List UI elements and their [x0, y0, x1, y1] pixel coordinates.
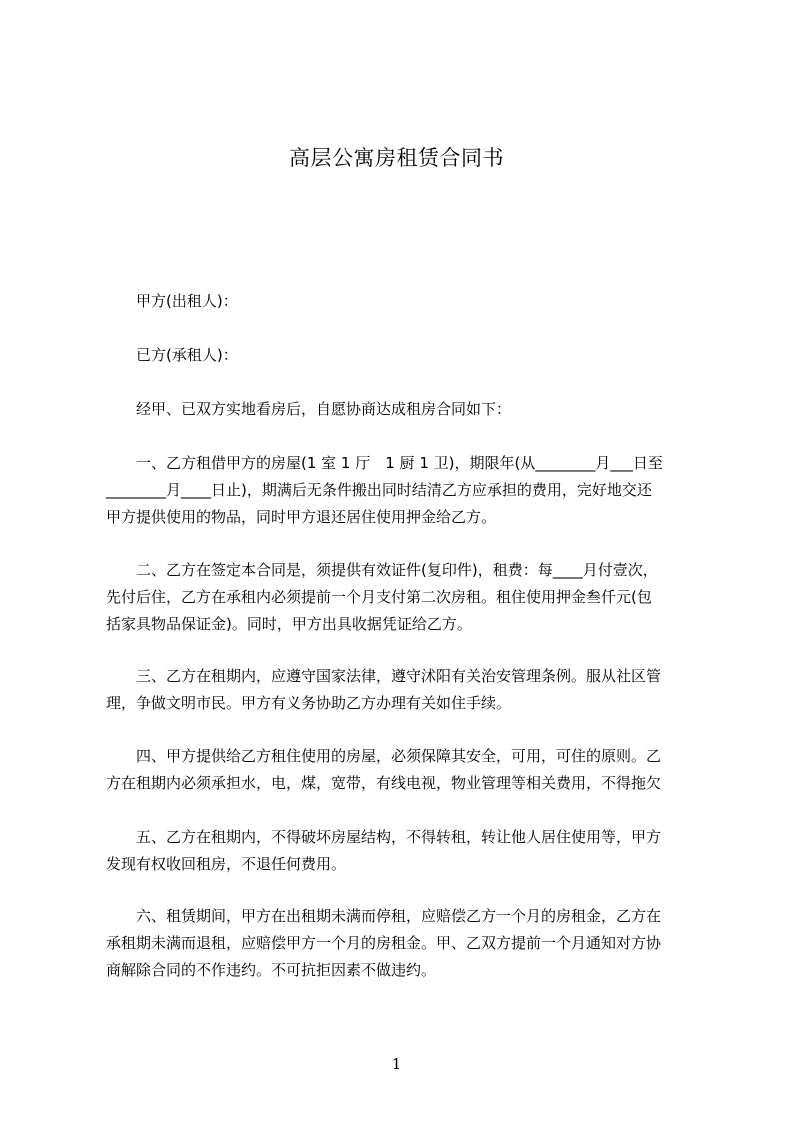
- intro-line: 经甲、已双方实地看房后，自愿协商达成租房合同如下：: [136, 400, 512, 418]
- clause-3-line-1: 三、乙方在租期内，应遵守国家法律，遵守沭阳有关治安管理条例。服从社区管: [136, 667, 662, 685]
- clause-6-line-2: 承租期未满而退租，应赔偿甲方一个月的房租金。甲、乙双方提前一个月通知对方协: [106, 934, 662, 952]
- clause-2-line-3: 括家具物品保证金)。同时，甲方出具收据凭证给乙方。: [106, 615, 472, 633]
- party-b-line: 已方(承租人)：: [136, 346, 238, 364]
- clause-1-line-2: ________月____日止)，期满后无条件搬出同时结清乙方应承担的费用，完好地交还: [106, 481, 652, 499]
- clause-1-line-3: 甲方提供使用的物品，同时甲方退还居住使用押金给乙方。: [106, 508, 497, 526]
- clause-5-line-2: 发现有权收回租房，不退任何费用。: [106, 855, 347, 873]
- clause-2-line-1: 二、乙方在签定本合同是，须提供有效证件(复印件)，租费：每____月付壹次，: [136, 561, 658, 579]
- clause-6-line-1: 六、租赁期间，甲方在出租期未满而停租，应赔偿乙方一个月的房租金，乙方在: [136, 907, 662, 925]
- clause-2-line-2: 先付后住，乙方在承租内必须提前一个月支付第二次房租。租住使用押金叁仟元(包: [106, 588, 652, 606]
- clause-4-line-1: 四、甲方提供给乙方租住使用的房屋，必须保障其安全，可用，可住的原则。乙: [136, 747, 662, 765]
- clause-1-line-1: 一、乙方租借甲方的房屋(1 室 1 厅 1 厨 1 卫)，期限年(从________月___日至: [136, 454, 663, 472]
- clause-5-line-1: 五、乙方在租期内，不得破坏房屋结构，不得转租，转让他人居住使用等，甲方: [136, 828, 662, 846]
- document-title: 高层公寓房租赁合同书: [289, 146, 504, 170]
- clause-6-line-3: 商解除合同的不作违约。不可抗拒因素不做违约。: [106, 961, 437, 979]
- party-a-line: 甲方(出租人)：: [136, 292, 238, 310]
- clause-3-line-2: 理，争做文明市民。甲方有义务协助乙方办理有关如住手续。: [106, 694, 512, 712]
- clause-4-line-2: 方在租期内必须承担水，电，煤，宽带，有线电视，物业管理等相关费用，不得拖欠: [106, 774, 662, 792]
- page-number: 1: [391, 1055, 402, 1073]
